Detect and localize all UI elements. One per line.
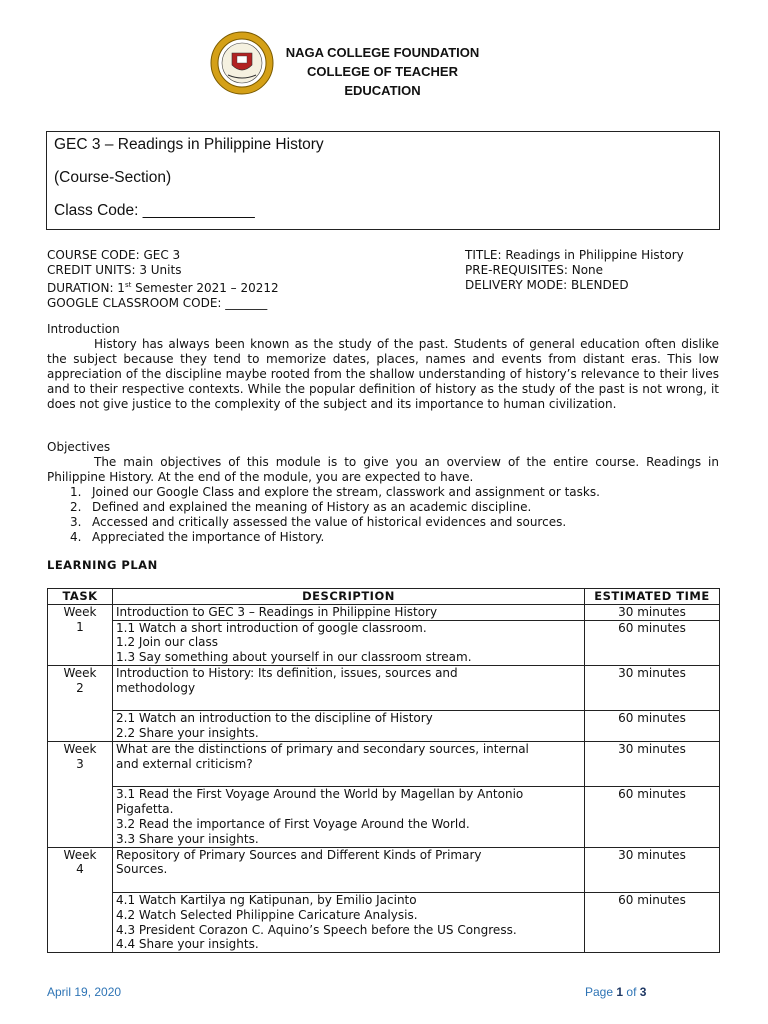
description-line: [116, 877, 581, 892]
institution-name: NAGA COLLEGE FOUNDATION: [285, 45, 480, 60]
task-description: [113, 620, 585, 665]
task-description: [113, 604, 585, 620]
introduction-text: History has always been known as the study of the past. Students of general education often dislike the subject because they tend to memorize dates, places, names and events from distant eras. This low appreciation of the discipline maybe rooted from the shallow understanding of history’s relevance to their lives and to their respective contexts. While the popular definition of history as the study of the past is not wrong, it does not give justice to the complexity of the subject and its importance to human civilization.: [47, 337, 719, 411]
column-header-task: TASK: [48, 589, 113, 605]
prerequisites: PRE-REQUISITES: None: [465, 263, 604, 277]
footer-page-number: Page 1 of 3: [585, 985, 647, 999]
week-label: Week 4: [48, 847, 113, 953]
objectives-text: The main objectives of this module is to give you an overview of the entire course. Readings in Philippine History. At the end of the module, you are expected to have.: [47, 455, 719, 484]
description-line: 1.2 Join our class: [116, 635, 219, 650]
table-row: [48, 892, 720, 952]
delivery-mode: DELIVERY MODE: BLENDED: [465, 278, 629, 292]
description-line: 4.1 Watch Kartilya ng Katipunan, by Emilio Jacinto: [116, 892, 417, 907]
table-row: [48, 847, 720, 892]
description-line: [116, 772, 581, 787]
description-line: 2.2 Share your insights.: [116, 726, 259, 741]
description-line: and external criticism?: [116, 756, 253, 771]
week-label: Week 2: [48, 665, 113, 741]
week-label: Week 1: [48, 604, 113, 665]
column-header-description: DESCRIPTION: [113, 589, 585, 605]
table-row: [48, 711, 720, 742]
estimated-time: 60 minutes: [585, 892, 720, 952]
task-description: [113, 847, 585, 892]
description-line: 4.3 President Corazon C. Aquino’s Speech before the US Congress.: [116, 922, 517, 937]
table-row: [48, 604, 720, 620]
course-title: GEC 3 – Readings in Philippine History: [54, 136, 324, 153]
objectives-heading: Objectives: [47, 440, 111, 454]
course-section: (Course-Section): [54, 169, 172, 186]
estimated-time: 60 minutes: [585, 711, 720, 742]
description-line: 1.1 Watch a short introduction of google classroom.: [116, 620, 427, 635]
description-line: 2.1 Watch an introduction to the discipline of History: [116, 711, 433, 726]
table-row: [48, 741, 720, 786]
estimated-time: 60 minutes: [585, 620, 720, 665]
course-info-right: [465, 248, 684, 293]
objective-item: 3. Accessed and critically assessed the value of historical evidences and sources.: [70, 515, 567, 529]
table-row: [48, 620, 720, 665]
task-description: [113, 892, 585, 952]
duration: DURATION: 1st Semester 2021 – 20212: [47, 281, 279, 295]
objective-item: 1. Joined our Google Class and explore the stream, classwork and assignment or tasks.: [70, 485, 600, 499]
description-line: [116, 696, 581, 711]
learning-plan-table: [47, 588, 720, 953]
course-title-box: [46, 131, 720, 230]
course-code: COURSE CODE: GEC 3: [47, 248, 181, 262]
estimated-time: 30 minutes: [585, 741, 720, 786]
course-title-info: TITLE: Readings in Philippine History: [465, 248, 684, 262]
task-description: [113, 787, 585, 847]
description-line: Sources.: [116, 862, 168, 877]
college-name: COLLEGE OF TEACHER EDUCATION: [307, 64, 458, 98]
description-line: Introduction to History: Its definition, issues, sources and: [116, 665, 458, 680]
estimated-time: 30 minutes: [585, 604, 720, 620]
class-code: Class Code: _____________: [54, 202, 255, 219]
learning-plan-heading: LEARNING PLAN: [47, 558, 158, 572]
task-description: [113, 665, 585, 710]
introduction-section: [47, 322, 719, 412]
table-row: [48, 787, 720, 847]
description-line: 3.1 Read the First Voyage Around the World by Magellan by Antonio: [116, 787, 524, 802]
description-line: 4.4 Share your insights.: [116, 937, 259, 952]
task-description: [113, 741, 585, 786]
objective-item: 4. Appreciated the importance of History.: [70, 530, 325, 544]
estimated-time: 60 minutes: [585, 787, 720, 847]
college-seal-logo: [210, 31, 274, 95]
table-header-row: [48, 589, 720, 605]
description-line: 3.2 Read the importance of First Voyage Around the World.: [116, 816, 470, 831]
estimated-time: 30 minutes: [585, 847, 720, 892]
credit-units: CREDIT UNITS: 3 Units: [47, 263, 182, 277]
description-line: 1.3 Say something about yourself in our classroom stream.: [116, 650, 472, 665]
description-line: What are the distinctions of primary and secondary sources, internal: [116, 741, 529, 756]
description-line: methodology: [116, 680, 196, 695]
description-line: Pigafetta.: [116, 802, 174, 817]
week-label: Week 3: [48, 741, 113, 847]
objectives-list: [47, 485, 719, 545]
footer-date: April 19, 2020: [47, 985, 122, 999]
description-line: 4.2 Watch Selected Philippine Caricature Analysis.: [116, 907, 418, 922]
description-line: Introduction to GEC 3 – Readings in Philippine History: [116, 604, 438, 619]
google-classroom-code: GOOGLE CLASSROOM CODE: _______: [47, 296, 268, 310]
table-row: [48, 665, 720, 710]
description-line: 3.3 Share your insights.: [116, 831, 259, 846]
institution-header: [275, 43, 490, 100]
objectives-section: [47, 440, 719, 545]
course-info-left: [47, 248, 279, 311]
description-line: Repository of Primary Sources and Different Kinds of Primary: [116, 847, 482, 862]
introduction-heading: Introduction: [47, 322, 120, 336]
estimated-time: 30 minutes: [585, 665, 720, 710]
objective-item: 2. Defined and explained the meaning of History as an academic discipline.: [70, 500, 532, 514]
column-header-estimated-time: ESTIMATED TIME: [585, 589, 720, 605]
task-description: [113, 711, 585, 742]
